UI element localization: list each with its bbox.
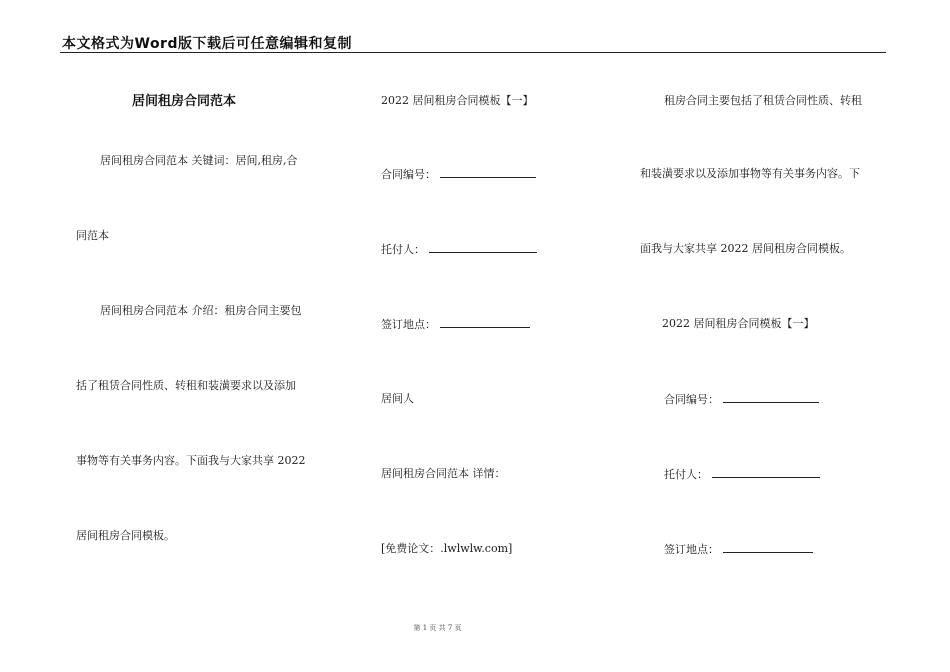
summary-line: 面我与大家共享 2022 居间租房合同模板。: [640, 242, 851, 255]
entrust-label: 托付人：: [381, 243, 425, 256]
entrust-field: [664, 467, 820, 482]
sign-place-field: [664, 542, 813, 557]
contract-heading-repeat: 2022 居间租房合同模板【一】: [662, 317, 815, 330]
details-line: 居间租房合同范本 详情：: [381, 467, 506, 480]
sign-place-blank: [723, 542, 813, 553]
entrust-blank: [429, 242, 537, 253]
sign-place-blank: [440, 317, 530, 328]
page-number: 第 1 页 共 7 页: [413, 624, 462, 632]
keywords-line: 居间租房合同范本 关键词：居间,租房,合: [100, 154, 298, 167]
intro-line: 事物等有关事务内容。下面我与大家共享 2022: [76, 454, 306, 467]
contract-number-label: 合同编号：: [664, 393, 719, 406]
entrust-label: 托付人：: [664, 468, 708, 481]
intro-line: 居间租房合同范本 介绍：租房合同主要包: [100, 304, 302, 317]
summary-line: 租房合同主要包括了租赁合同性质、转租: [664, 94, 862, 107]
source-line: [免费论文：.lwlwlw.com]: [381, 542, 513, 555]
broker-label: 居间人: [381, 392, 414, 405]
contract-number-field: [664, 392, 819, 407]
contract-number-blank: [440, 167, 536, 178]
document-title: 居间租房合同范本: [132, 94, 237, 109]
contract-number-label: 合同编号：: [381, 168, 436, 181]
contract-number-field: [381, 167, 536, 182]
intro-line: 居间租房合同模板。: [76, 529, 175, 542]
contract-heading: 2022 居间租房合同模板【一】: [381, 94, 534, 107]
entrust-blank: [712, 467, 820, 478]
header-divider: [60, 52, 886, 53]
document-header: 本文格式为Word版下载后可任意编辑和复制: [62, 36, 352, 52]
intro-line: 括了租赁合同性质、转租和装潢要求以及添加: [76, 379, 296, 392]
sign-place-label: 签订地点：: [664, 543, 719, 556]
keywords-line-cont: 同范本: [76, 229, 109, 242]
contract-number-blank: [723, 392, 819, 403]
summary-line: 和装潢要求以及添加事物等有关事务内容。下: [640, 167, 860, 180]
sign-place-label: 签订地点：: [381, 318, 436, 331]
sign-place-field: [381, 317, 530, 332]
entrust-field: [381, 242, 537, 257]
